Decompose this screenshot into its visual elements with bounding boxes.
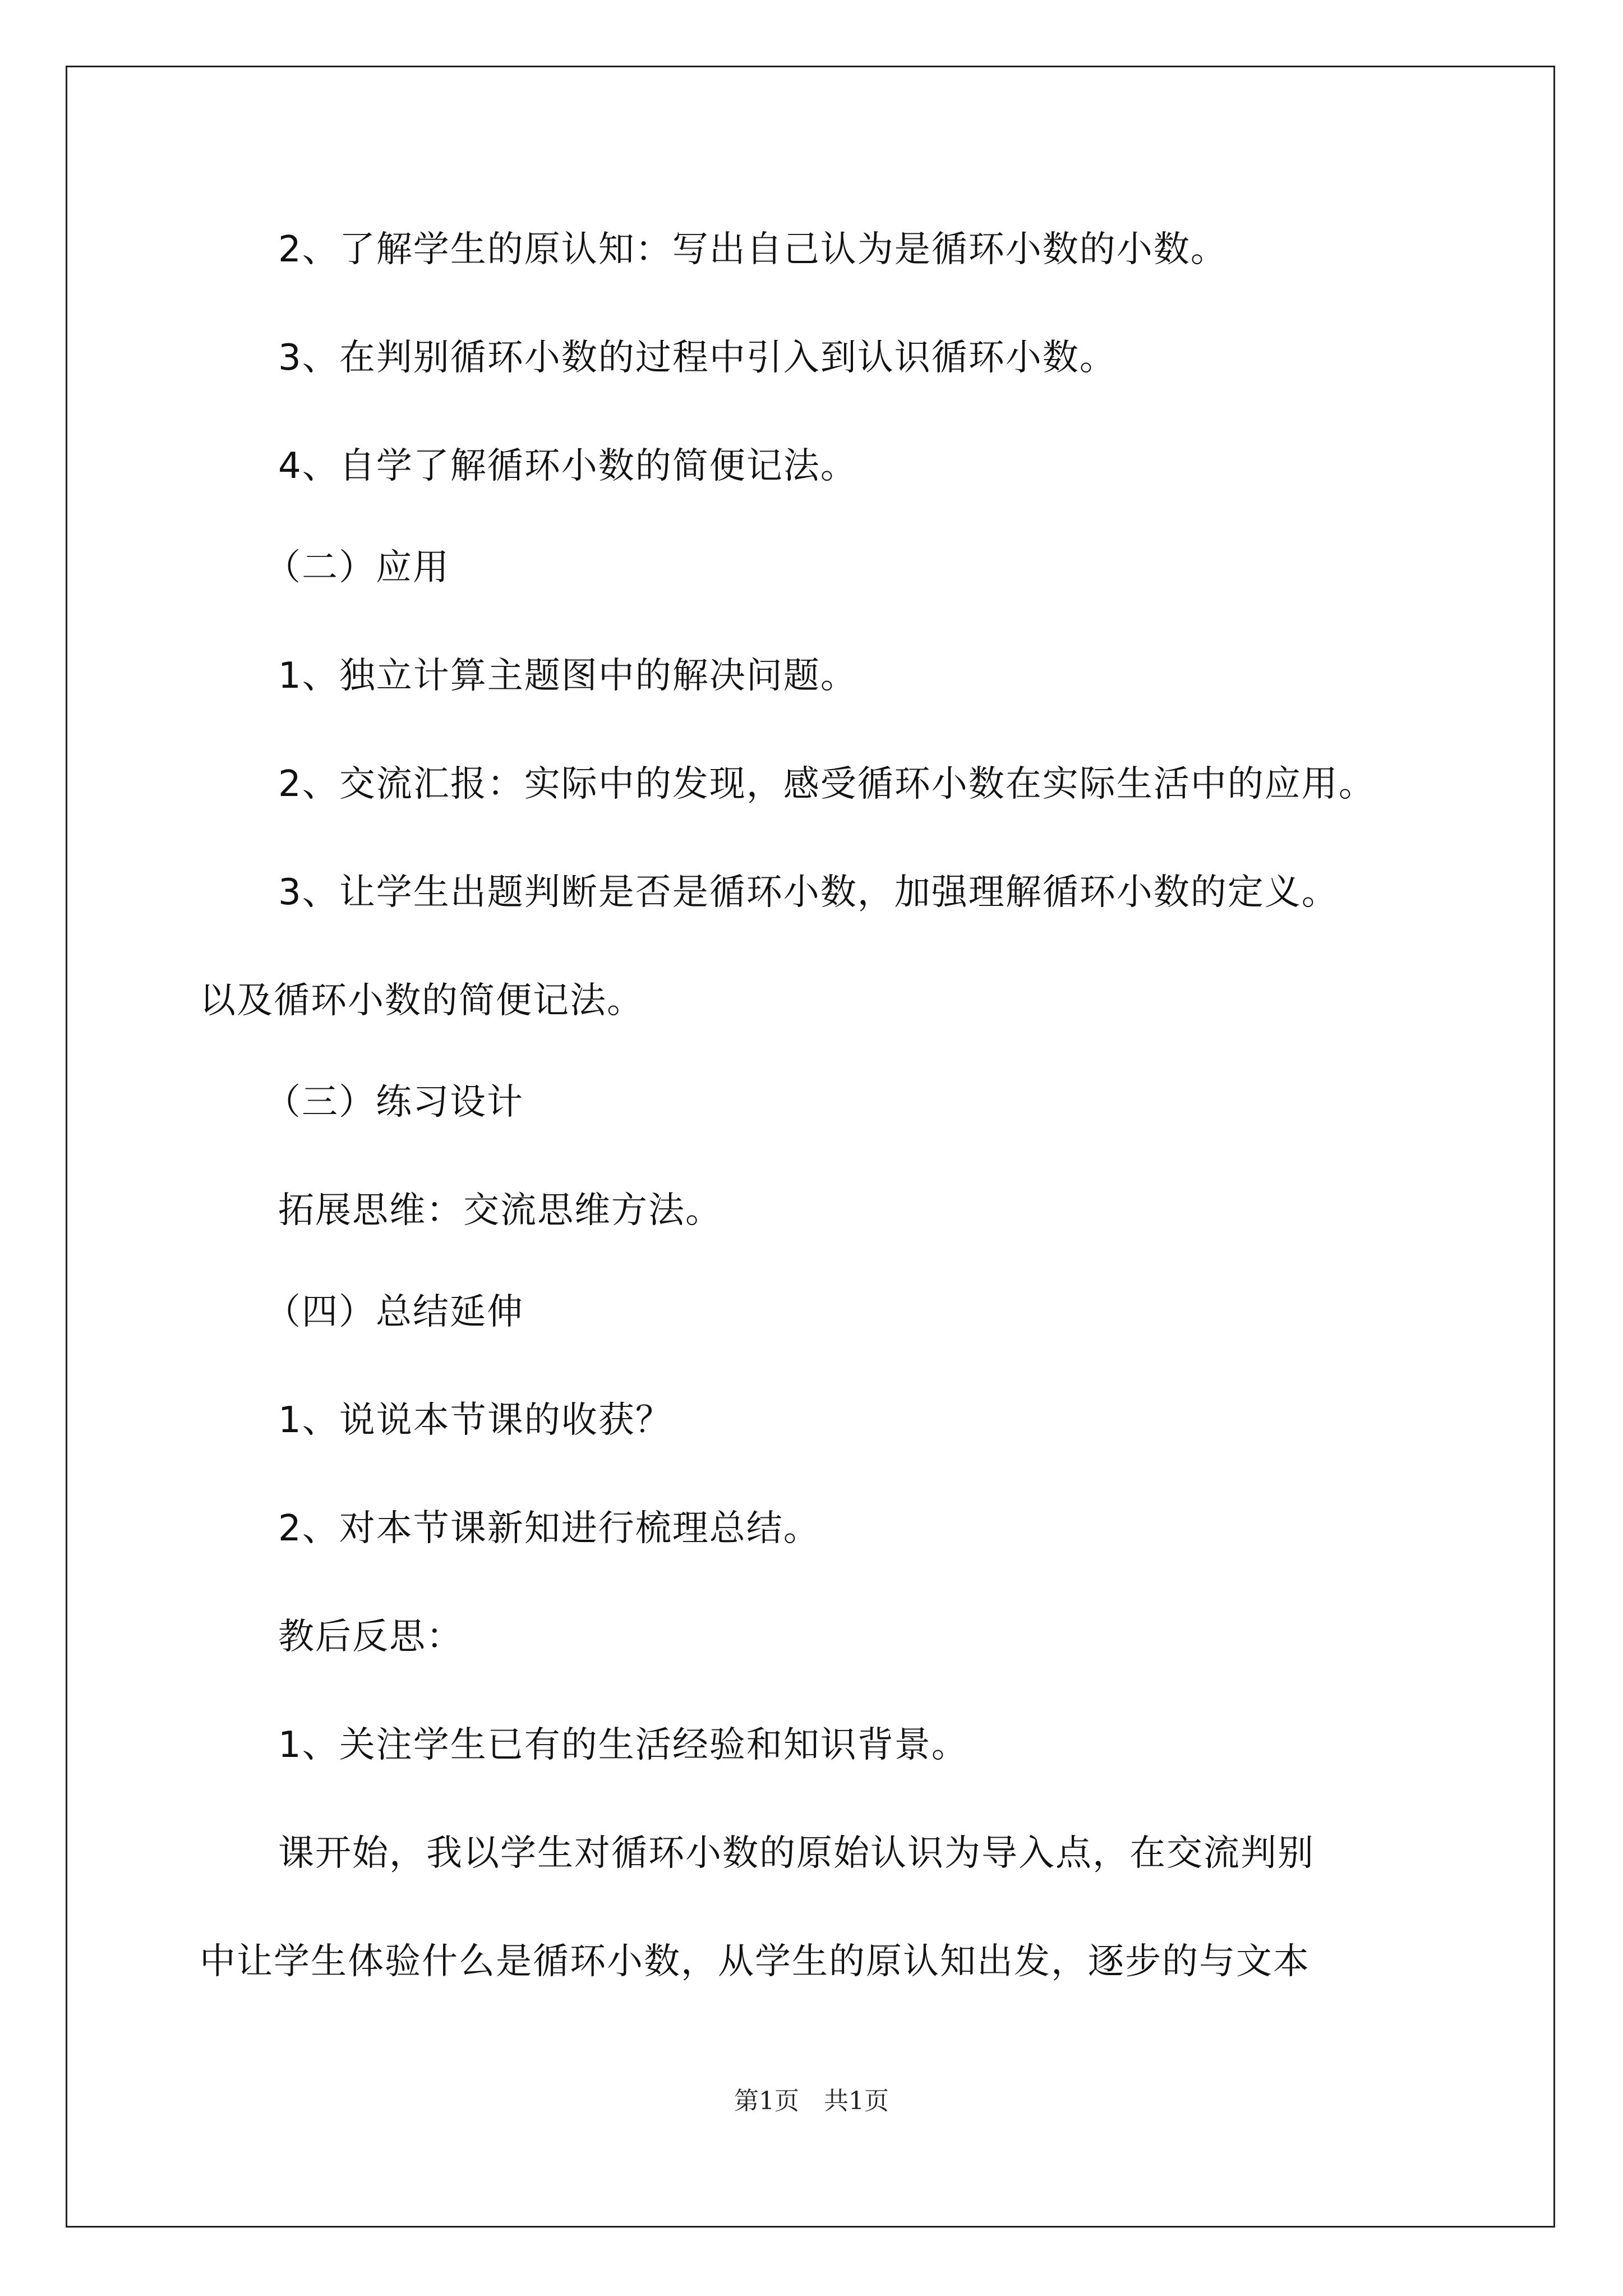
section-heading: （二）应用 [265, 547, 450, 588]
page-footer: 第1页 共1页 [734, 2087, 889, 2115]
paragraph-line: 课开始，我以学生对循环小数的原始认识为导入点，在交流判别 [278, 1833, 1315, 1874]
paragraph-line: 1、独立计算主题图中的解决问题。 [278, 655, 857, 697]
paragraph-line: 2、了解学生的原认知：写出自己认为是循环小数的小数。 [278, 229, 1228, 270]
paragraph-line: 以及循环小数的简便记法。 [200, 980, 644, 1022]
paragraph-line: 2、交流汇报：实际中的发现，感受循环小数在实际生活中的应用。 [278, 763, 1376, 805]
section-heading: （四）总结延伸 [265, 1291, 524, 1333]
paragraph-line: 2、对本节课新知进行梳理总结。 [278, 1508, 820, 1549]
paragraph-line: 3、在判别循环小数的过程中引入到认识循环小数。 [278, 337, 1117, 379]
section-heading: （三）练习设计 [265, 1082, 524, 1123]
paragraph-line: 4、自学了解循环小数的简便记法。 [278, 445, 857, 487]
paragraph-line: 拓展思维：交流思维方法。 [278, 1190, 722, 1231]
paragraph-line: 3、让学生出题判断是否是循环小数，加强理解循环小数的定义。 [278, 872, 1339, 913]
page-border [66, 66, 1555, 2228]
paragraph-line: 1、说说本节课的收获？ [278, 1400, 672, 1441]
paragraph-line: 教后反思： [278, 1616, 463, 1658]
paragraph-line: 1、关注学生已有的生活经验和知识背景。 [278, 1724, 969, 1766]
paragraph-line: 中让学生体验什么是循环小数，从学生的原认知出发，逐步的与文本 [200, 1941, 1310, 1982]
